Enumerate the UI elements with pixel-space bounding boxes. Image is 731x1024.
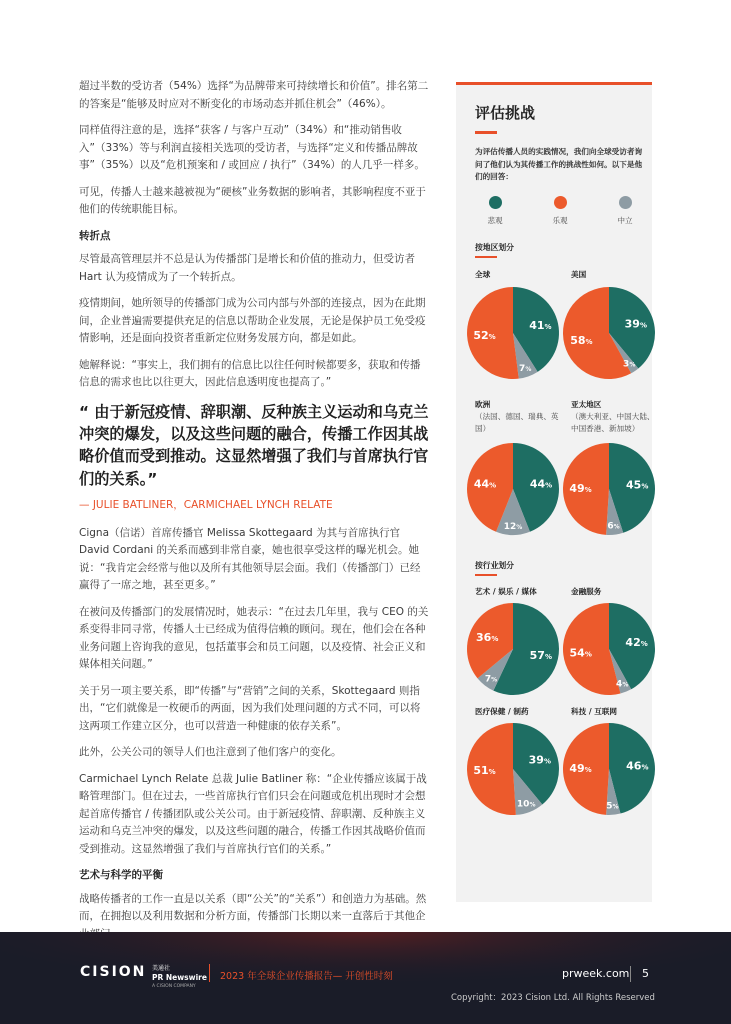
- legend-label: 悲观: [487, 216, 503, 225]
- paragraph: 战略传播者的工作一直是以关系（即“公关”的“关系”）和创造力为基础。然而，在拥抱以及利用数据和分析方面，传播部门长期以来一直落后于其他企: [79, 892, 427, 923]
- pie-value-label: 7%: [519, 363, 532, 374]
- report-title: 2023 年全球企业传播报告— 开创性时刻: [220, 971, 393, 982]
- pie-chart-europe: [467, 443, 559, 535]
- pie-value-label: 6%: [607, 521, 620, 532]
- pie-value-label: 52%: [473, 328, 496, 342]
- paragraph: 疫情期间，她所领导的传播部门成为公司内部与外部的连接点，因为在此期间，企业普遍需要提供充足的信息以帮助企业发展，无论是保护员工免受疫情影响，还是面向投资者重新定位财务发展方向，都是如此。: [79, 297, 426, 344]
- footer-divider: [209, 964, 210, 982]
- title-underline: [475, 131, 497, 134]
- pie-chart-tech: [563, 723, 655, 815]
- sidebar-panel: [456, 82, 655, 902]
- pie-chart-healthcare: [467, 723, 559, 815]
- pie-value-label: 3%: [623, 359, 636, 370]
- pie-value-label: 44%: [529, 477, 553, 491]
- pie-value-label: 36%: [476, 630, 499, 644]
- page-footer: [0, 932, 731, 1024]
- pie-value-label: 39%: [528, 753, 551, 767]
- pie-value-label: 49%: [569, 762, 592, 776]
- pie-value-label: 54%: [569, 646, 592, 660]
- prn-logo-cn: 美通社: [152, 965, 171, 972]
- quote-attribution: — JULIE BATLINER，CARMICHAEL LYNCH RELATE: [79, 499, 333, 512]
- pie-value-label: 45%: [626, 478, 649, 492]
- pie-subtitle: （澳大利亚、中国大陆、中国香港、新加坡）: [571, 412, 655, 433]
- legend-item-optimistic: [540, 196, 580, 226]
- prn-tagline: A CISION COMPANY: [152, 984, 196, 989]
- page-number: 5: [642, 967, 649, 980]
- pie-title: 科技 / 互联网: [571, 707, 618, 716]
- article-body: [79, 78, 429, 952]
- paragraph: Carmichael Lynch Relate 总裁 Julie Batliner 称：“企业传播应该属于战略管理部门。但在过去，一些首席执行官们只会在问题或危机出现时才会想起首席传播官 / 传播团队或公关公司。由于新冠疫情、辞职潮、反种族主义运动和乌克兰冲突的爆发，以及这些问题的融合，传播工作因其战略价值而受到推动。这显然增强了我们与首席执行官们的关系。”: [79, 772, 427, 855]
- pie-title: 医疗保健 / 制药: [475, 707, 529, 716]
- paragraph: 在被问及传播部门的发展情况时，她表示：“在过去几年里，我与 CEO 的关系变得非同寻常，传播人士已经成为值得信赖的顾问。现在，他们会在各种业务问题上咨询我的意见，包括董事会和员工问题，以及疫情、社会正义和媒体相关问题。”: [79, 605, 429, 671]
- paragraph: 可见，传播人士越来越被视为“硬核”业务数据的影响者，其影响程度不亚于他们的传统职能目标。: [79, 185, 426, 215]
- pie-value-label: 7%: [484, 674, 498, 685]
- section-heading-turning-point: 转折点: [79, 229, 111, 242]
- pie-chart-usa: [563, 287, 655, 379]
- prn-logo: PR Newswire: [152, 973, 207, 982]
- legend-dot: [554, 196, 567, 209]
- legend-label: 乐观: [552, 216, 568, 225]
- legend-dot: [619, 196, 632, 209]
- pie-title: 金融服务: [571, 587, 602, 596]
- pie-title: 艺术 / 娱乐 / 媒体: [475, 587, 537, 596]
- sidebar-accent-bar: [456, 82, 652, 85]
- section-heading-art-science: 艺术与科学的平衡: [79, 869, 163, 882]
- pie-value-label: 51%: [473, 763, 496, 777]
- pie-title: 美国: [571, 270, 587, 279]
- pie-value-label: 46%: [626, 759, 649, 773]
- section-label-industry: 按行业划分: [475, 561, 514, 570]
- pie-value-label: 44%: [473, 477, 497, 491]
- paragraph: 关于另一项主要关系，即“传播”与“营销”之间的关系，Skottegaard 则指出，“它们就像是一枚硬币的两面，因为我们处理问题的方式不同，可以将这两项工作建立区分，也可以营造一种健康的依存关系”。: [79, 684, 421, 732]
- pie-value-label: 39%: [624, 317, 647, 331]
- legend-item-neutral: [605, 196, 645, 226]
- pie-chart-finance: [563, 603, 655, 695]
- footer-separator: [630, 966, 631, 982]
- pie-value-label: 12%: [503, 521, 523, 532]
- sidebar-intro: 为评估传播人员的实践情况，我们向全球受访者询问了他们认为其传播工作的挑战性如何。以下是他们的回答：: [475, 147, 643, 181]
- paragraph: Cigna（信诺）首席传播官 Melissa Skottegaard 为其与首席执行官 David Cordani 的关系而感到非常自豪，她也很享受这样的曝光机会。她说：“我肯定会经常与他以及所有其他领导层会面。我们（传播部门）已经赢得了一席之地，甚至更多。”: [79, 526, 421, 592]
- legend-dot: [489, 196, 502, 209]
- sidebar-title: 评估挑战: [475, 104, 536, 122]
- pie-chart-apac: [563, 443, 655, 535]
- pie-chart-global: [467, 287, 559, 379]
- pie-value-label: 57%: [529, 649, 552, 663]
- pull-quote: “ 由于新冠疫情、辞职潮、反种族主义运动和乌克兰冲突的爆发，以及这些问题的融合，传播工作因其战略价值而受到推动。这显然增强了我们与首席执行官们的关系。”: [79, 402, 429, 488]
- pie-value-label: 41%: [529, 319, 552, 332]
- pie-value-label: 58%: [570, 334, 593, 348]
- paragraph: 超过半数的受访者（54%）选择“为品牌带来可持续增长和价值”。排名第二的答案是“能够及时应对不断变化的市场动态并抓住机会”（46%）。: [79, 80, 429, 110]
- pie-value-label: 5%: [606, 801, 619, 812]
- pie-title: 全球: [475, 270, 491, 279]
- copyright: Copyright：2023 Cision Ltd. All Rights Reserved: [451, 993, 655, 1003]
- cision-logo: CISION: [80, 964, 147, 980]
- section-underline: [475, 256, 497, 258]
- section-underline: [475, 574, 497, 576]
- pie-value-label: 49%: [569, 482, 592, 496]
- pie-subtitle: （法国、德国、瑞典、英国）: [475, 412, 559, 433]
- legend-label: 中立: [617, 216, 633, 225]
- pie-value-label: 42%: [625, 635, 648, 649]
- pie-value-label: 10%: [516, 799, 536, 810]
- pie-title: 亚太地区: [571, 400, 602, 409]
- pie-chart-arts-media: [467, 603, 559, 695]
- paragraph: 此外，公关公司的领导人们也注意到了他们客户的变化。: [79, 746, 342, 759]
- pie-value-label: 4%: [616, 679, 629, 690]
- section-label-region: 按地区划分: [475, 243, 514, 252]
- pie-title: 欧洲: [475, 400, 491, 409]
- website-link[interactable]: prweek.com: [562, 967, 630, 980]
- paragraph: 尽管最高管理层并不总是认为传播部门是增长和价值的推动力，但受访者 Hart 认为疫情成为了一个转折点。: [79, 253, 415, 283]
- paragraph: 同样值得注意的是，选择“获客 / 与客户互动”（34%）和“推动销售收入”（33%）等与利润直接相关选项的受访者，与选择“定义和传播品牌故事”（35%）以及“危机预案和 / 或回应 / 执行”（34%）的人几乎一样多。: [79, 124, 425, 171]
- legend-item-pessimistic: [475, 196, 515, 226]
- paragraph: 她解释说：“事实上，我们拥有的信息比以往任何时候都要多，获取和传播信息的需求也比以往更大，因此信息透明度也提高了。”: [79, 358, 421, 388]
